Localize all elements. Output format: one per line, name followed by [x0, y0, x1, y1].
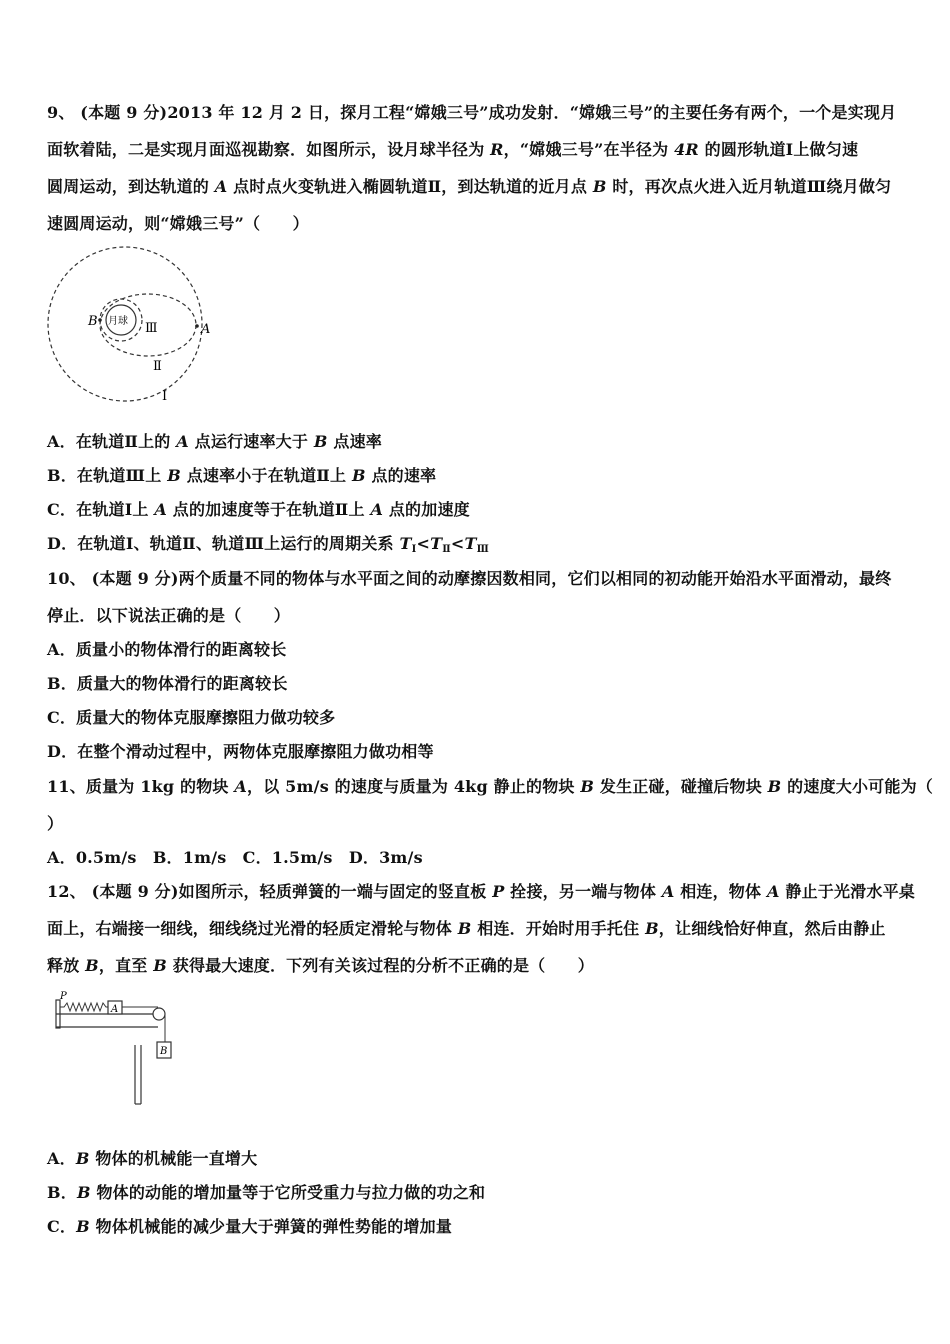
pulley [153, 1008, 165, 1020]
q9-line-3: 圆周运动，到达轨道的 A 点时点火变轨进入椭圆轨道Ⅱ，到达轨道的近月点 B 时，再次点火进入近月轨道Ⅲ绕月做匀 [47, 177, 892, 196]
q9-option-d: D．在轨道Ⅰ、轨道Ⅱ、轨道Ⅲ上运行的周期关系 $T_Ⅰ<T_Ⅱ<T_Ⅲ$ [47, 534, 489, 555]
spring [60, 1003, 108, 1011]
q9-option-b: B．在轨道Ⅲ上 B 点速率小于在轨道Ⅱ上 B 点的速率 [47, 466, 437, 485]
fig-label-A: A [111, 1004, 119, 1015]
q10-line-1: 10、 (本题 9 分)两个质量不同的物体与水平面之间的动摩擦因数相同，它们以相同的初动能开始沿水平面滑动，最终 [47, 569, 892, 588]
fig-label-moon: 月球 [108, 316, 128, 327]
orbit-diagram [40, 240, 230, 410]
q12-option-c: C．B 物体机械能的减少量大于弹簧的弹性势能的增加量 [47, 1217, 453, 1236]
fig-label-I: Ⅰ [162, 389, 168, 404]
q10-line-2: 停止．以下说法正确的是（ ） [47, 606, 291, 625]
fig-label-III: Ⅲ [145, 321, 158, 336]
fig-label-II: Ⅱ [153, 359, 162, 374]
point-A-dot [195, 324, 199, 328]
fig-label-B: B [88, 314, 98, 329]
q12-line-2: 面上，右端接一细线，细线绕过光滑的轻质定滑轮与物体 B 相连．开始时用手托住 B，让细线恰好伸直，然后由静止 [47, 919, 886, 938]
q10-option-b: B．质量大的物体滑行的距离较长 [47, 674, 288, 693]
q9-option-a: A．在轨道Ⅱ上的 A 点运行速率大于 B 点速率 [47, 432, 382, 451]
fig-label-B: B [160, 1046, 168, 1057]
q12-line-1: 12、 (本题 9 分)如图所示，轻质弹簧的一端与固定的竖直板 P 拴接，另一端与物体 A 相连，物体 A 静止于光滑水平桌 [47, 882, 915, 901]
q10-option-c: C．质量大的物体克服摩擦阻力做功较多 [47, 708, 336, 727]
q12-option-a: A．B 物体的机械能一直增大 [47, 1149, 258, 1168]
q12-line-3: 释放 B，直至 B 获得最大速度．下列有关该过程的分析不正确的是（ ） [47, 956, 594, 975]
q9-line-4: 速圆周运动，则“嫦娥三号”（ ） [47, 214, 309, 233]
q9-line-1: 9、 (本题 9 分)2013 年 12 月 2 日，探月工程“嫦娥三号”成功发射．“嫦娥三号”的主要任务有两个，一个是实现月 [47, 103, 897, 122]
fig-label-A: A [201, 322, 211, 337]
q10-option-a: A．质量小的物体滑行的距离较长 [47, 640, 287, 659]
q9-option-c: C．在轨道Ⅰ上 A 点的加速度等于在轨道Ⅱ上 A 点的加速度 [47, 500, 470, 519]
q9-line-2: 面软着陆，二是实现月面巡视勘察．如图所示，设月球半径为 R，“嫦娥三号”在半径为 4R 的圆形轨道Ⅰ上做匀速 [47, 140, 859, 159]
q11-line-1: 11、质量为 1kg 的物块 A，以 5m/s 的速度与质量为 4kg 静止的物块 B 发生正碰，碰撞后物块 B 的速度大小可能为（ [47, 777, 933, 796]
q12-option-b: B．B 物体的动能的增加量等于它所受重力与拉力做的功之和 [47, 1183, 486, 1202]
q11-line-2: ） [47, 814, 64, 833]
fig-label-P: P [60, 991, 67, 1002]
q10-option-d: D．在整个滑动过程中，两物体克服摩擦阻力做功相等 [47, 742, 434, 761]
spring-pulley-diagram [50, 990, 180, 1110]
point-B-dot [98, 318, 102, 322]
q11-options: A．0.5m/s B．1m/s C．1.5m/s D．3m/s [47, 848, 423, 867]
